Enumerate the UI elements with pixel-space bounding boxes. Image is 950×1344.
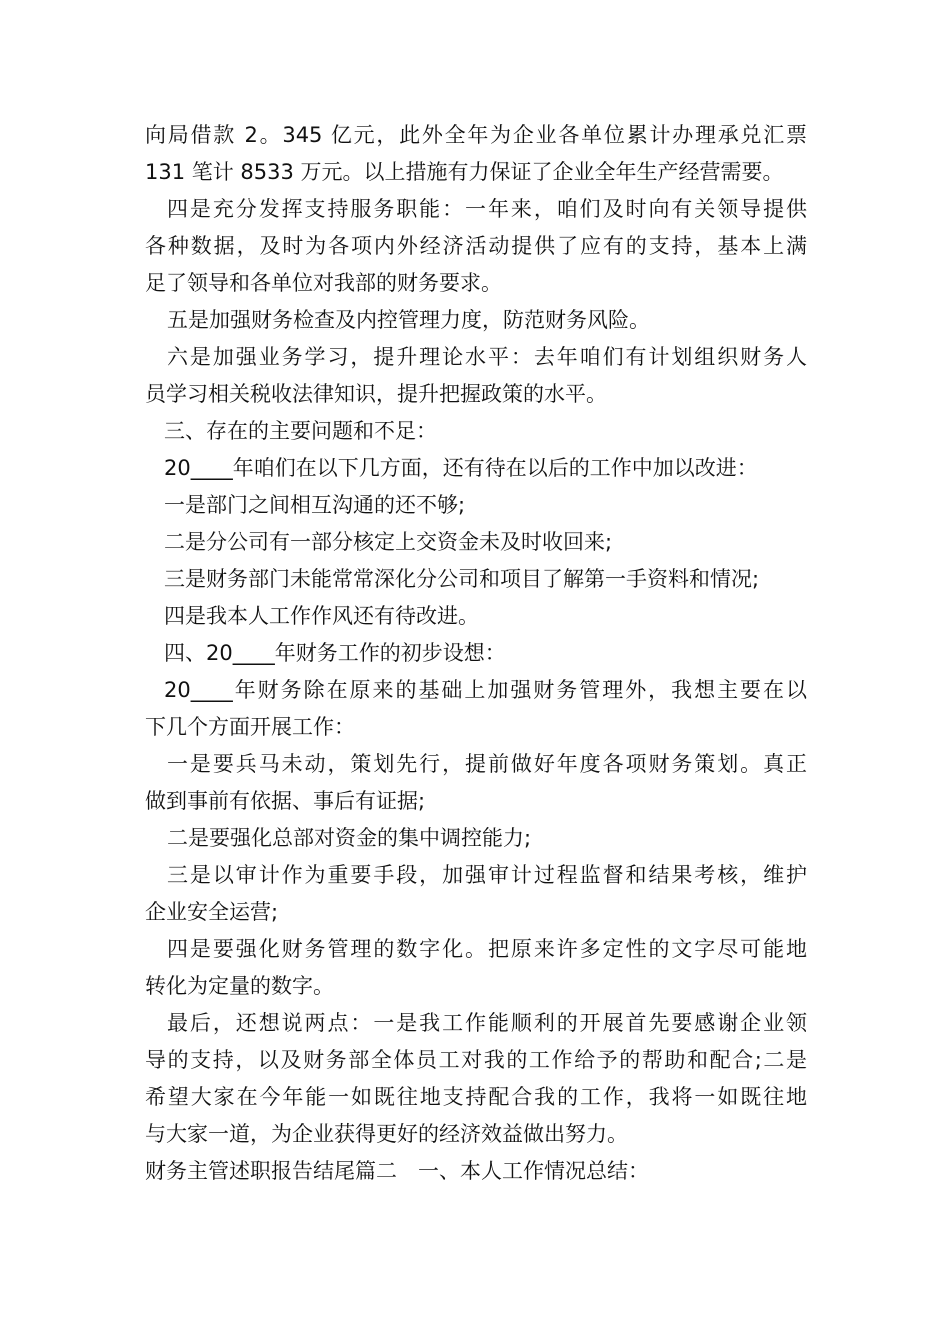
text-line: 与大家一道，为企业获得更好的经济效益做出努力。 — [145, 1122, 628, 1146]
text-line: 导的支持，以及财务部全体员工对我的工作给予的帮助和配合;二是 — [145, 1048, 807, 1072]
text-line: 足了领导和各单位对我部的财务要求。 — [145, 271, 502, 295]
text-line: 131 笔计 8533 万元。以上措施有力保证了企业全年生产经营需要。 — [145, 160, 784, 184]
text-line: 各种数据，及时为各项内外经济活动提供了应有的支持，基本上满 — [145, 234, 807, 258]
paragraph-first-line: 五是加强财务检查及内控管理力度，防范财务风险。 — [167, 308, 650, 332]
list-item: 三是财务部门未能常常深化分公司和项目了解第一手资料和情况; — [164, 567, 760, 591]
text-line: 向局借款 2。345 亿元，此外全年为企业各单位累计办理承兑汇票 — [145, 123, 807, 147]
section-title: 财务主管述职报告结尾篇二 一、本人工作情况总结： — [145, 1159, 649, 1183]
list-item: 二是要强化总部对资金的集中调控能力; — [167, 826, 532, 850]
text-line: 企业安全运营; — [145, 900, 279, 924]
section-heading: 三、存在的主要问题和不足： — [164, 419, 437, 443]
text-line: 做到事前有依据、事后有证据; — [145, 789, 426, 813]
list-item: 二是分公司有一部分核定上交资金未及时收回来; — [164, 530, 613, 554]
list-item: 四是我本人工作作风还有待改进。 — [164, 604, 479, 628]
text-line: 员学习相关税收法律知识，提升把握政策的水平。 — [145, 382, 607, 406]
text-line: 希望大家在今年能一如既往地支持配合我的工作，我将一如既往地 — [145, 1085, 807, 1109]
paragraph-first-line: 20____年咱们在以下几方面，还有待在以后的工作中加以改进： — [164, 456, 758, 480]
list-item: 一是部门之间相互沟通的还不够; — [164, 493, 466, 517]
list-item: 三是以审计作为重要手段，加强审计过程监督和结果考核，维护 — [167, 863, 807, 887]
list-item: 一是要兵马未动，策划先行，提前做好年度各项财务策划。真正 — [167, 752, 807, 776]
text-line: 下几个方面开展工作： — [145, 715, 355, 739]
list-item: 四是要强化财务管理的数字化。把原来许多定性的文字尽可能地 — [167, 937, 807, 961]
text-line: 转化为定量的数字。 — [145, 974, 334, 998]
document-body — [145, 117, 807, 1190]
paragraph-first-line: 六是加强业务学习，提升理论水平：去年咱们有计划组织财务人 — [167, 345, 807, 369]
paragraph-first-line: 最后，还想说两点：一是我工作能顺利的开展首先要感谢企业领 — [167, 1011, 807, 1035]
paragraph-first-line: 四是充分发挥支持服务职能：一年来，咱们及时向有关领导提供 — [167, 197, 807, 221]
section-heading: 四、20____年财务工作的初步设想： — [164, 641, 506, 665]
paragraph-first-line: 20____年财务除在原来的基础上加强财务管理外，我想主要在以 — [164, 678, 807, 702]
